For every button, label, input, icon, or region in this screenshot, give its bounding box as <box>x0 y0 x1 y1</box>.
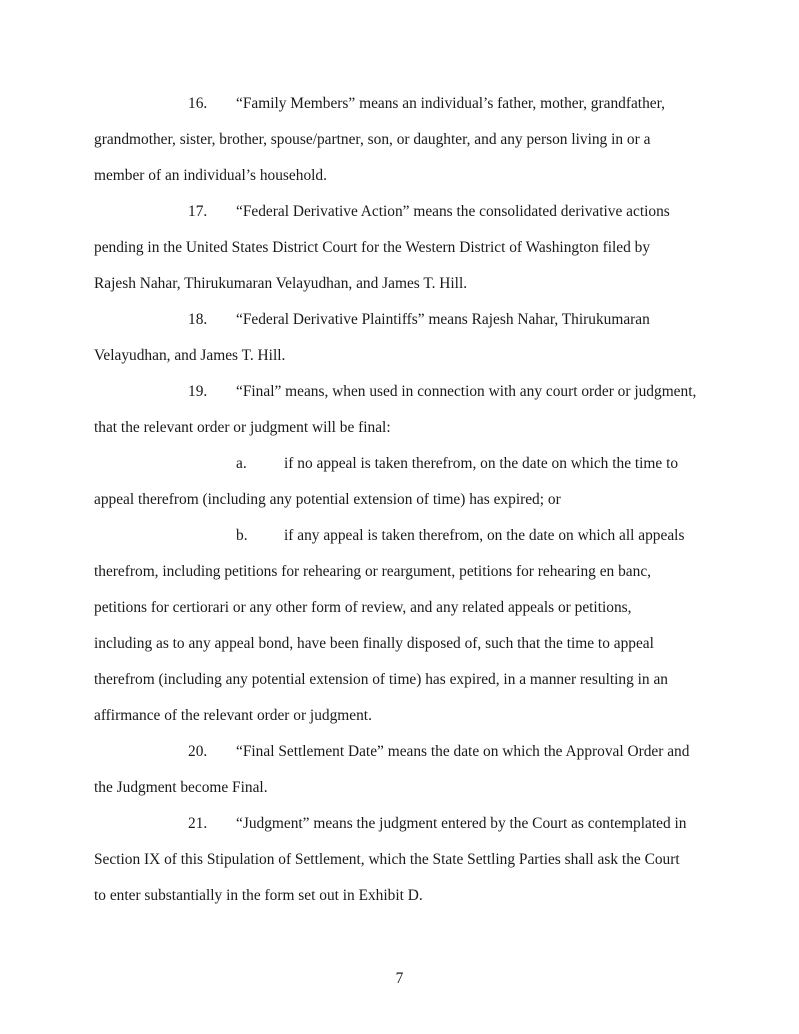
paragraph-text: “Final Settlement Date” means the date on which the Approval Order and <box>236 743 690 760</box>
subparagraph-text: if any appeal is taken therefrom, on the date on which all appeals <box>284 527 685 544</box>
paragraph-text: “Family Members” means an individual’s father, mother, grandfather, <box>236 95 665 112</box>
subparagraph-letter: a. <box>236 455 247 472</box>
subparagraph-b-line: therefrom (including any potential extension of time) has expired, in a manner resulting in an <box>94 671 668 688</box>
paragraph-18-line: Velayudhan, and James T. Hill. <box>94 347 286 364</box>
paragraph-number: 18. <box>188 311 208 328</box>
paragraph-text: “Federal Derivative Action” means the consolidated derivative actions <box>236 203 670 220</box>
paragraph-text: “Judgment” means the judgment entered by the Court as contemplated in <box>236 815 687 832</box>
paragraph-text: “Federal Derivative Plaintiffs” means Rajesh Nahar, Thirukumaran <box>236 311 650 328</box>
paragraph-number: 20. <box>188 743 208 760</box>
paragraph-17-line: Rajesh Nahar, Thirukumaran Velayudhan, and James T. Hill. <box>94 275 468 292</box>
paragraph-21-first-line <box>188 814 686 834</box>
paragraph-16-line: grandmother, sister, brother, spouse/partner, son, or daughter, and any person living in or a <box>94 131 651 148</box>
paragraph-number: 21. <box>188 815 208 832</box>
subparagraph-b-line: affirmance of the relevant order or judgment. <box>94 707 372 724</box>
subparagraph-b-line: including as to any appeal bond, have been finally disposed of, such that the time to appeal <box>94 635 654 652</box>
paragraph-17-line: pending in the United States District Court for the Western District of Washington filed by <box>94 239 651 256</box>
paragraph-16-line: member of an individual’s household. <box>94 167 327 184</box>
paragraph-20-line: the Judgment become Final. <box>94 779 268 796</box>
subparagraph-a-first-line <box>236 454 678 474</box>
paragraph-number: 17. <box>188 203 208 220</box>
paragraph-19-first-line <box>188 382 696 402</box>
paragraph-21-line: to enter substantially in the form set out in Exhibit D. <box>94 887 423 904</box>
paragraph-number: 19. <box>188 383 208 400</box>
subparagraph-text: if no appeal is taken therefrom, on the date on which the time to <box>284 455 679 472</box>
paragraph-text: “Final” means, when used in connection with any court order or judgment, <box>236 383 697 400</box>
subparagraph-b-line: therefrom, including petitions for rehearing or reargument, petitions for rehearing en banc, <box>94 563 652 580</box>
paragraph-19-line: that the relevant order or judgment will be final: <box>94 419 391 436</box>
paragraph-18-first-line <box>188 310 650 330</box>
subparagraph-letter: b. <box>236 527 248 544</box>
subparagraph-a-line: appeal therefrom (including any potential extension of time) has expired; or <box>94 491 561 508</box>
subparagraph-b-line: petitions for certiorari or any other form of review, and any related appeals or petitions, <box>94 599 632 616</box>
paragraph-20-first-line <box>188 742 689 762</box>
subparagraph-b-first-line <box>236 526 684 546</box>
paragraph-16-first-line <box>188 94 665 114</box>
paragraph-17-first-line <box>188 202 670 222</box>
paragraph-number: 16. <box>188 95 208 112</box>
paragraph-21-line: Section IX of this Stipulation of Settlement, which the State Settling Parties shall ask the Court <box>94 851 680 868</box>
page-number: 7 <box>395 970 404 987</box>
